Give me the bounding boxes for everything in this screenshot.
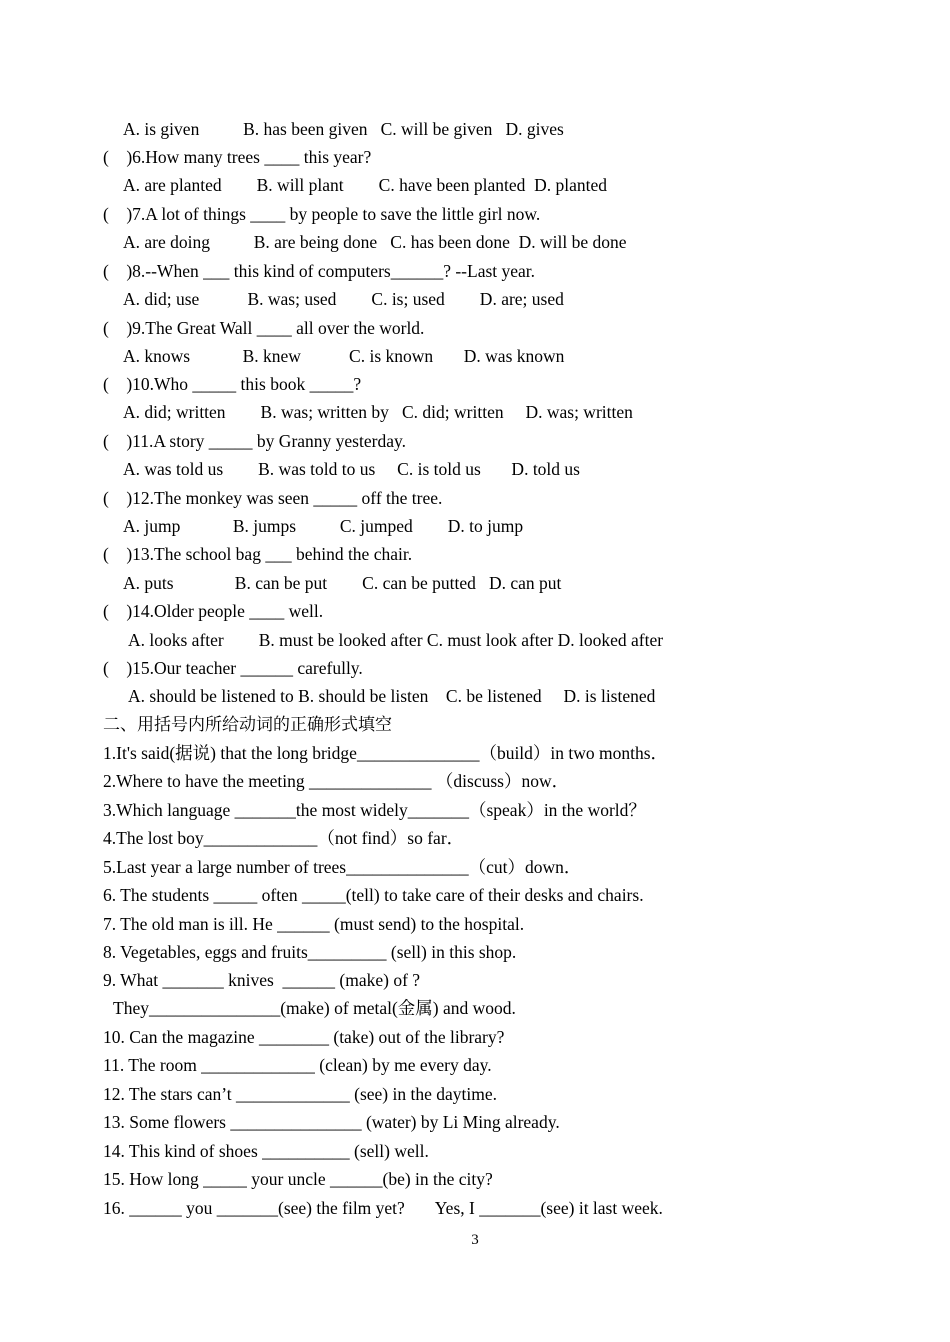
- question-10-options: A. did; written B. was; written by C. did; written D. was; written: [123, 402, 633, 422]
- question-10: ( )10.Who _____ this book _____?: [103, 374, 362, 394]
- section-heading: 二、用括号内所给动词的正确形式填空: [103, 715, 392, 735]
- fill-item-5: 5.Last year a large number of trees______________（cut）down．: [103, 857, 582, 877]
- fill-item-4: 4.The lost boy_____________（not find）so far．: [103, 828, 465, 848]
- fill-item-6: 6. The students _____ often _____(tell) to take care of their desks and chairs.: [103, 885, 644, 905]
- question-6: ( )6.How many trees ____ this year?: [103, 147, 372, 167]
- question-13: ( )13.The school bag ___ behind the chair.: [103, 544, 413, 564]
- q5-options: A. is given B. has been given C. will be given D. gives: [123, 119, 564, 139]
- fill-item-3: 3.Which language _______the most widely_______（speak）in the world？: [103, 800, 646, 820]
- fill-item-15: 15. How long _____ your uncle ______(be) in the city?: [103, 1169, 493, 1189]
- question-7-options: A. are doing B. are being done C. has been done D. will be done: [123, 232, 627, 252]
- question-8-options: A. did; use B. was; used C. is; used D. are; used: [123, 289, 564, 309]
- fill-item-9-continued: They_______________(make) of metal(金属) and wood.: [113, 998, 516, 1018]
- fill-item-10: 10. Can the magazine ________ (take) out of the library?: [103, 1027, 505, 1047]
- question-12-options: A. jump B. jumps C. jumped D. to jump: [123, 516, 524, 536]
- question-15: ( )15.Our teacher ______ carefully.: [103, 658, 363, 678]
- question-9: ( )9.The Great Wall ____ all over the world.: [103, 318, 425, 338]
- question-14: ( )14.Older people ____ well.: [103, 601, 324, 621]
- question-8: ( )8.--When ___ this kind of computers______? --Last year.: [103, 261, 536, 281]
- question-11: ( )11.A story _____ by Granny yesterday.: [103, 431, 406, 451]
- page-number: 3: [471, 1232, 479, 1248]
- question-11-options: A. was told us B. was told to us C. is told us D. told us: [123, 459, 580, 479]
- question-14-options: A. looks after B. must be looked after C. must look after D. looked after: [128, 630, 664, 650]
- question-9-options: A. knows B. knew C. is known D. was known: [123, 346, 565, 366]
- fill-item-8: 8. Vegetables, eggs and fruits_________ (sell) in this shop.: [103, 942, 517, 962]
- question-15-options: A. should be listened to B. should be listen C. be listened D. is listened: [128, 686, 656, 706]
- fill-item-1: 1.It's said(据说) that the long bridge______________（build）in two months．: [103, 743, 669, 763]
- question-6-options: A. are planted B. will plant C. have been planted D. planted: [123, 175, 608, 195]
- question-13-options: A. puts B. can be put C. can be putted D. can put: [123, 573, 562, 593]
- fill-item-14: 14. This kind of shoes __________ (sell) well.: [103, 1141, 429, 1161]
- fill-item-2: 2.Where to have the meeting ______________ （discuss）now．: [103, 771, 570, 791]
- question-7: ( )7.A lot of things ____ by people to save the little girl now.: [103, 204, 541, 224]
- fill-item-9: 9. What _______ knives ______ (make) of ?: [103, 970, 421, 990]
- fill-item-13: 13. Some flowers _______________ (water) by Li Ming already.: [103, 1112, 560, 1132]
- fill-item-7: 7. The old man is ill. He ______ (must send) to the hospital.: [103, 914, 525, 934]
- question-12: ( )12.The monkey was seen _____ off the tree.: [103, 488, 443, 508]
- fill-item-16: 16. ______ you _______(see) the film yet? Yes, I _______(see) it last week.: [103, 1198, 663, 1218]
- fill-item-11: 11. The room _____________ (clean) by me every day.: [103, 1055, 492, 1075]
- fill-item-12: 12. The stars can’t _____________ (see) in the daytime.: [103, 1084, 497, 1104]
